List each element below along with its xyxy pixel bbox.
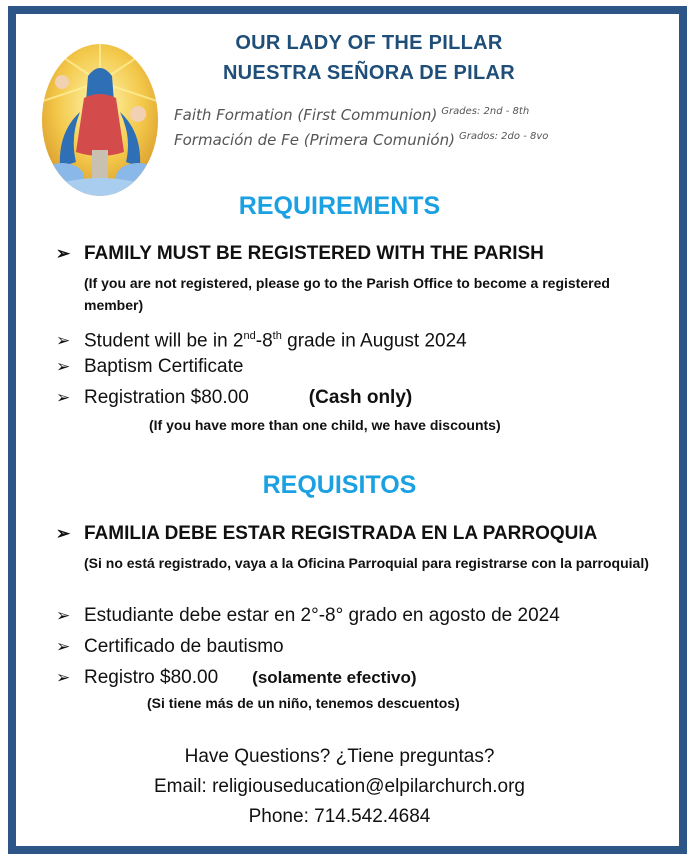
requisito-registro-note: (solamente efectivo) [252, 668, 417, 687]
requirement-fee-text: Registration $80.00 [84, 387, 249, 408]
requisito-bautismo-text: Certificado de bautismo [84, 636, 284, 657]
requirement-grade-sup1: nd [243, 330, 256, 342]
title-spanish: NUESTRA SEÑORA DE PILAR [222, 62, 516, 84]
requisito-discount-note: (Si tiene más de un niño, tenemos descuentos) [147, 695, 460, 711]
contact-email[interactable]: Email: religiouseducation@elpilarchurch.org [154, 776, 525, 797]
virgin-mary-medallion-icon [40, 42, 160, 198]
requisito-registro-text: Registro $80.00 [84, 667, 219, 688]
arrow-bullet-icon: ➢ [56, 524, 71, 543]
grades-english: Grades: 2nd - 8th [441, 106, 530, 117]
flyer [8, 6, 687, 854]
arrow-bullet-icon: ➢ [56, 606, 71, 625]
requisito-grado [56, 604, 560, 628]
title-english: OUR LADY OF THE PILLAR [235, 32, 503, 54]
requisito-registro [56, 666, 417, 690]
requirement-fee [56, 386, 412, 410]
program-spanish-label: Formación de Fe (Primera Comunión) [174, 131, 455, 149]
requirement-grade-c: grade in August 2024 [281, 330, 467, 352]
requisitos-heading: REQUISITOS [262, 471, 417, 499]
arrow-bullet-icon: ➢ [56, 637, 71, 656]
requisito-registrada-note: (Si no está registrado, vaya a la Oficina Parroquial para registrarse con la parroquial) [84, 555, 649, 571]
requirement-fee-note: (Cash only) [308, 387, 413, 408]
arrow-bullet-icon: ➢ [56, 357, 71, 376]
arrow-bullet-icon: ➢ [56, 331, 71, 351]
arrow-bullet-icon: ➢ [56, 244, 71, 263]
arrow-bullet-icon: ➢ [56, 668, 71, 687]
requirements-heading: REQUIREMENTS [238, 192, 441, 220]
requirement-registered [56, 242, 544, 266]
requirement-grade-sup2: th [272, 330, 282, 342]
requirement-grade [56, 324, 467, 353]
arrow-bullet-icon: ➢ [56, 388, 71, 407]
requirement-discount-note: (If you have more than one child, we have discounts) [149, 417, 501, 433]
requirement-registered-text: FAMILY MUST BE REGISTERED WITH THE PARISH [84, 243, 544, 264]
program-english [174, 106, 529, 124]
program-spanish [174, 131, 548, 149]
requirement-baptism [56, 355, 243, 379]
requirement-baptism-text: Baptism Certificate [84, 356, 244, 377]
requirement-registered-note: (If you are not registered, please go to the Parish Office to become a registered member) [84, 275, 610, 313]
requirement-grade-a: Student will be in 2 [84, 330, 244, 352]
contact-phone[interactable]: Phone: 714.542.4684 [248, 806, 431, 827]
contact-questions: Have Questions? ¿Tiene preguntas? [184, 746, 495, 767]
requirement-grade-b: -8 [255, 330, 273, 352]
requisito-registrada-text: FAMILIA DEBE ESTAR REGISTRADA EN LA PARROQUIA [84, 523, 598, 544]
grades-spanish: Grados: 2do - 8vo [458, 131, 549, 142]
requisito-bautismo [56, 635, 284, 659]
requisito-grado-text: Estudiante debe estar en 2°-8° grado en agosto de 2024 [84, 605, 560, 626]
program-english-label: Faith Formation (First Communion) [174, 106, 438, 124]
requisito-registrada [56, 522, 597, 546]
